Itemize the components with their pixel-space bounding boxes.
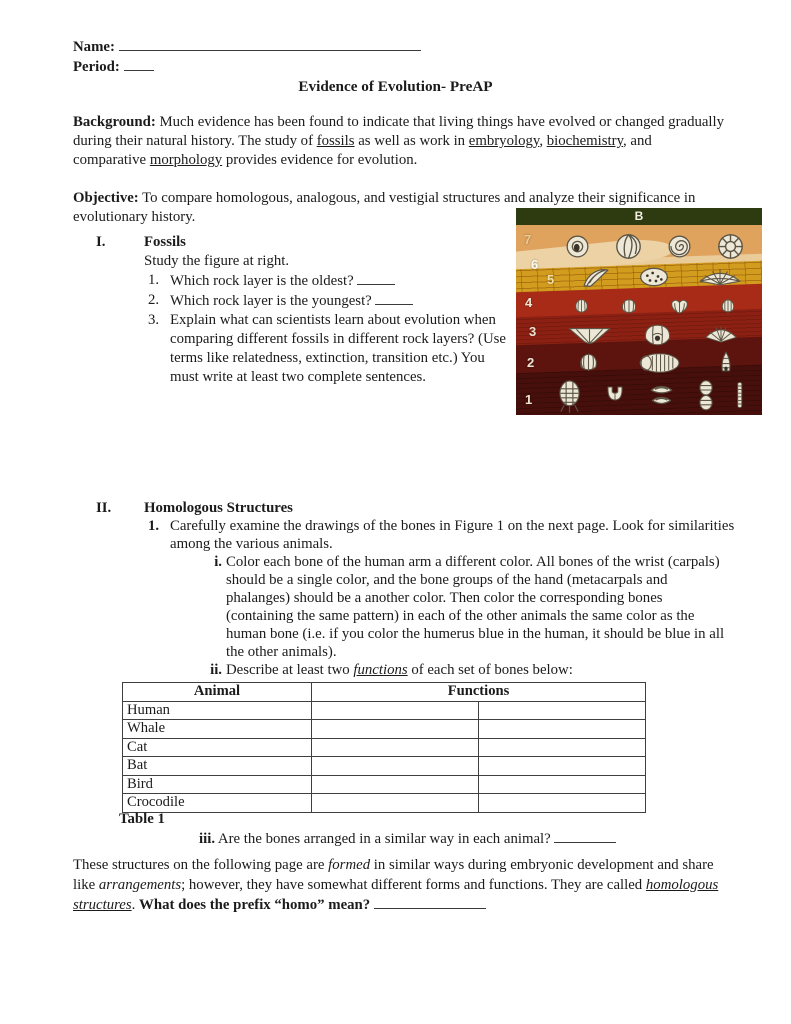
section1-heading: Fossils — [144, 234, 186, 250]
homo-blank — [374, 895, 486, 909]
function-cell — [479, 794, 646, 813]
section-homologous: II. Homologous Structures 1. Carefully examine the drawings of the bones in Figure 1 on the next page. Look for similarities among the various animals. i. Color each bone of the human arm a different color. All bones of the wrist (carpals) should be a single color, and the bone groups of the hand (metacarpals and phalanges) should be a another color. Then color the corresponding bones (containing the same pattern) in each of the other animals the same color as the human bone (i.e. if you color the humerus blue in the human, it should be blue in all the other animals). ii. Describe at least two functions of each set of bones below: — [96, 500, 735, 678]
scallop-shell-icon — [575, 351, 602, 375]
term-morphology: morphology — [149, 152, 223, 168]
period-line — [73, 57, 154, 77]
function-cell — [479, 720, 646, 739]
fossil-row-3 — [552, 321, 754, 348]
round-snail-icon — [562, 231, 593, 262]
term-functions: functions — [353, 662, 408, 678]
function-cell — [312, 738, 479, 757]
animal-cell: Bird — [123, 775, 312, 794]
objective-label: Objective: — [73, 190, 139, 206]
table-row — [123, 775, 646, 794]
period-label: Period: — [73, 59, 120, 75]
animal-cell: Bat — [123, 757, 312, 776]
trilobite-head-icon — [640, 322, 675, 348]
wide-shield-icon — [566, 322, 613, 348]
table-row — [123, 794, 646, 813]
honeycomb-coral-icon — [638, 265, 670, 289]
function-cell — [312, 794, 479, 813]
objective-paragraph: Objective: To compare homologous, analogous, and vestigial structures and analyze their significance in evolutionary history. — [73, 190, 696, 225]
molar-jaw-icon — [603, 382, 627, 408]
function-cell — [479, 757, 646, 776]
figure-label: B — [634, 209, 644, 223]
closing-paragraph: These structures on the following page are formed in similar ways during embryonic development and share like arrangements; however, they have somewhat different forms and functions. They are called homologous structures. What does the prefix “homo” mean? — [73, 857, 719, 913]
fossil-row-7 — [552, 228, 756, 264]
animal-cell: Human — [123, 701, 312, 720]
table-row — [123, 720, 646, 739]
layer-number-4: 4 — [525, 295, 533, 310]
function-cell — [312, 720, 479, 739]
col-header-functions: Functions — [312, 683, 646, 702]
sub-item-describe-functions: Describe at least two functions of each set of bones below: — [226, 662, 573, 678]
fossil-row-5 — [568, 264, 756, 290]
table-row — [123, 757, 646, 776]
animal-cell: Crocodile — [123, 794, 312, 813]
term-fossils: fossils — [316, 133, 355, 149]
section2-heading: Homologous Structures — [144, 500, 293, 516]
layer-number-7: 7 — [524, 232, 532, 247]
double-arc-icon — [647, 381, 676, 409]
item-examine-figure: Carefully examine the drawings of the bones in Figure 1 on the next page. Look for similarities among the various animals. — [170, 518, 735, 552]
table-caption: Table 1 — [119, 811, 165, 827]
function-cell — [312, 775, 479, 794]
function-cell — [312, 757, 479, 776]
animal-cell: Cat — [123, 738, 312, 757]
section1-intro: Study the figure at right. — [144, 253, 290, 269]
fossil-row-1 — [546, 376, 754, 414]
brachiopod-icon — [571, 295, 592, 318]
layer-number-6: 6 — [531, 257, 539, 272]
question-explain-evolution: Explain what can scientists learn about evolution when comparing different fossils in different rock layers? (Use terms like relatedness, extinction, transition etc.) You must write at least two complete sentences. — [170, 312, 506, 385]
animal-cell: Whale — [123, 720, 312, 739]
table-row — [123, 701, 646, 720]
homo-prefix-question: What does the prefix “homo” mean? — [139, 897, 374, 913]
open-spiral-icon — [664, 231, 695, 262]
brachiopod-icon — [617, 295, 641, 318]
brachiopod-icon — [667, 295, 692, 318]
trilobite-full-icon — [556, 377, 583, 414]
page-title: Evidence of Evolution- PreAP — [298, 78, 493, 95]
segmented-pair-icon — [697, 379, 715, 412]
fossil-row-4 — [558, 294, 752, 318]
term-embryology: embryology — [468, 133, 540, 149]
term-arrangements: arrangements — [98, 876, 182, 893]
trilobite-oval-icon — [637, 351, 682, 375]
term-biochemistry: biochemistry — [546, 133, 624, 149]
q1-blank — [357, 271, 395, 285]
background-label: Background: — [73, 114, 156, 130]
fossil-strata-figure — [516, 208, 762, 415]
layer-number-3: 3 — [529, 324, 537, 339]
q2-blank — [375, 291, 413, 305]
gastropod-spire-icon — [717, 350, 735, 375]
sub-item-coloring-instructions: Color each bone of the human arm a different color. All bones of the wrist (carpals) should be a single color, and the bone groups of the hand (metacarpals and phalanges) should be a another color. Then color the corresponding bones (containing the same pattern) in each of the other animals the same color as the human bone (i.e. if you color the humerus blue in the human, it should be blue in all the other animals). — [226, 554, 725, 660]
section-fossils: I. Fossils Study the figure at right. 1. Which rock layer is the oldest? 2. Which rock layer is the youngest? 3. Explain what can scientists learn about evolution when comparing different fossils in different rock layers? (Use terms like relatedness, extinction, transition etc.) You must write at least two complete sentences. — [96, 233, 520, 387]
q-iii-blank — [554, 829, 616, 843]
question-oldest-layer: Which rock layer is the oldest? — [170, 271, 510, 291]
function-cell — [479, 738, 646, 757]
crinoid-stem-icon — [735, 377, 744, 413]
question-arrangement: iii. Are the bones arranged in a similar way in each animal? — [199, 829, 616, 849]
name-label: Name: — [73, 39, 115, 55]
animal-functions-table — [122, 682, 646, 813]
question-youngest-layer: Which rock layer is the youngest? — [170, 291, 510, 311]
term-homologous-structures: homologous structures — [73, 876, 719, 913]
layer-number-2: 2 — [527, 355, 535, 370]
name-line — [73, 37, 421, 57]
name-blank — [119, 37, 421, 51]
term-formed: formed — [328, 857, 371, 873]
horn-coral-icon — [581, 264, 611, 290]
layer-number-1: 1 — [525, 392, 533, 407]
table-row — [123, 738, 646, 757]
background-paragraph: Background: Much evidence has been found to indicate that living things have evolved or changed gradually during their natural history. The study of fossils as well as work in embryology, biochemistry, and comparative morphology provides evidence for evolution. — [73, 114, 725, 168]
section2-numeral: II. — [96, 500, 112, 516]
figure-header-bar — [516, 208, 762, 225]
function-cell — [479, 701, 646, 720]
fossil-row-2 — [558, 350, 752, 375]
layer-number-5: 5 — [547, 272, 555, 287]
section1-numeral: I. — [96, 234, 106, 250]
function-cell — [312, 701, 479, 720]
ribbed-ammonite-icon — [714, 230, 747, 263]
ribbed-fan-icon — [702, 322, 740, 347]
function-cell — [479, 775, 646, 794]
period-blank — [124, 57, 154, 71]
turban-shell-icon — [612, 230, 645, 263]
brachiopod-icon — [717, 295, 739, 318]
col-header-animal: Animal — [123, 683, 312, 702]
bivalve-fan-icon — [697, 265, 743, 289]
